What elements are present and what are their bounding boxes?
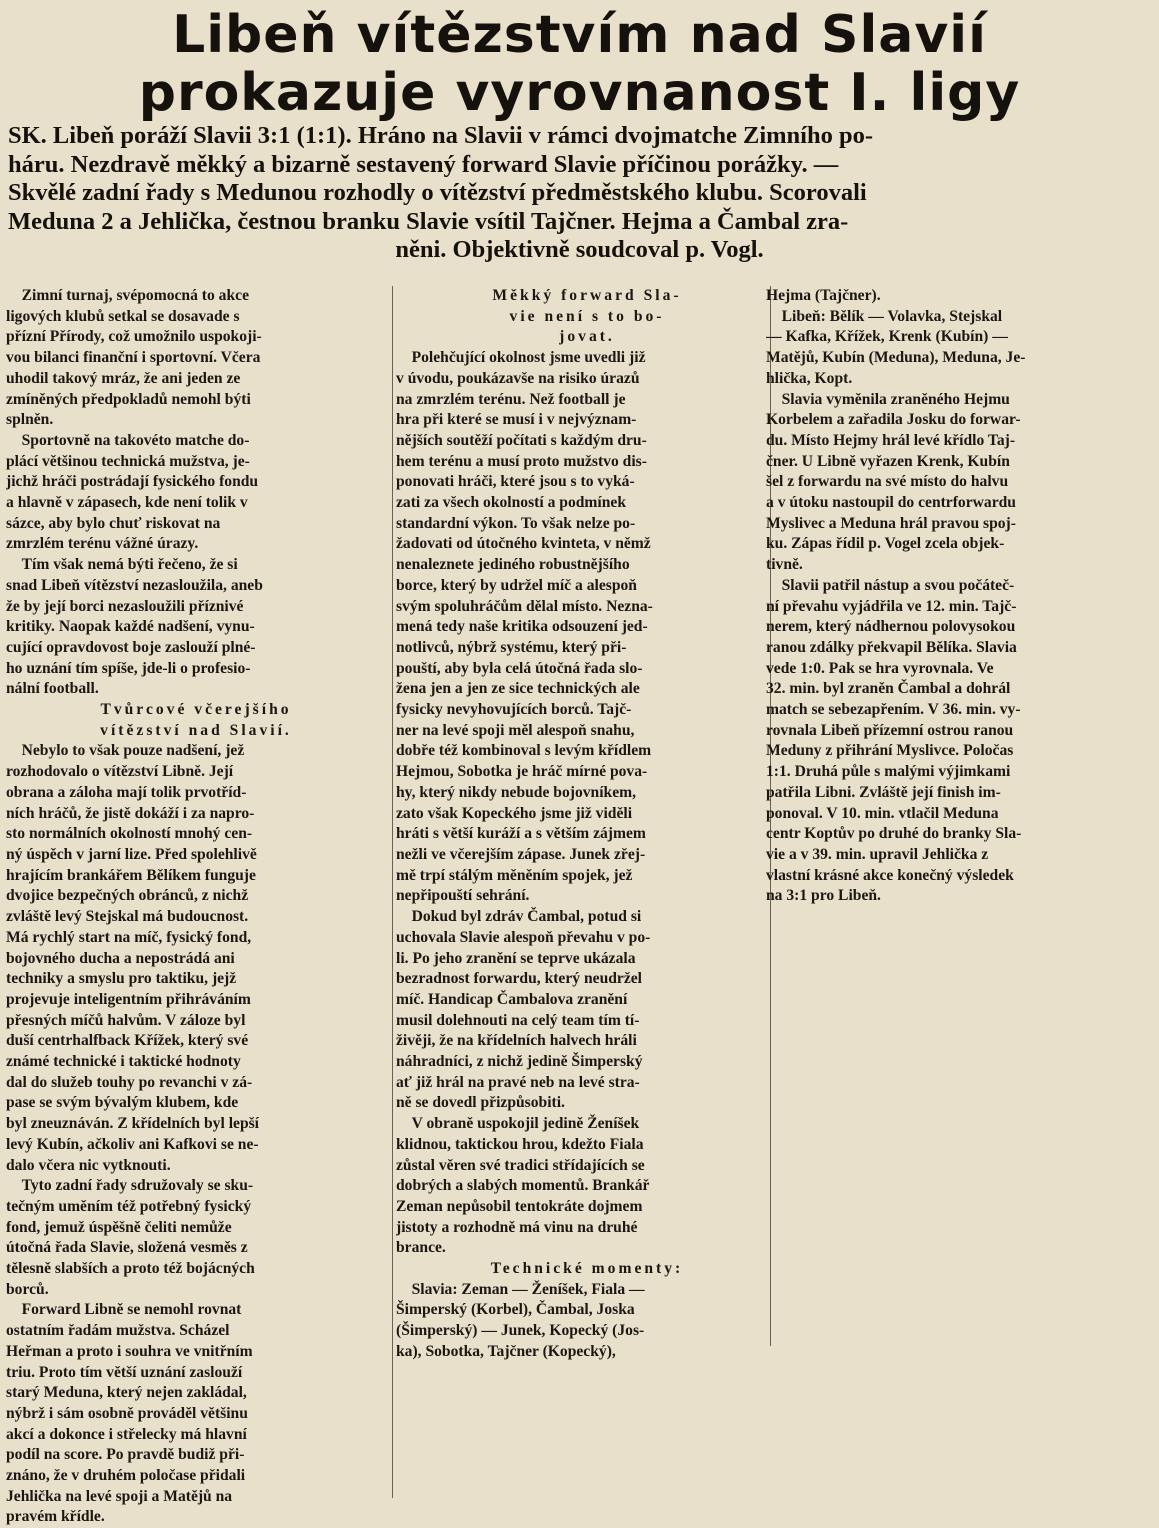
article-text-line: útočná řada Slavie, složená vesměs z bbox=[6, 1239, 248, 1257]
article-text-line: Polehčující okolnost jsme uvedli již bbox=[396, 349, 646, 367]
article-text-line: Zimní turnaj, svépomocná to akce bbox=[6, 287, 249, 304]
article-text-line: hy, který nikdy nebude bojovníkem, bbox=[396, 783, 637, 801]
article-column-2 bbox=[396, 286, 778, 1363]
article-text-line: hlička, Kopt. bbox=[766, 369, 853, 387]
article-text-line: zmíněných předpokladů nemohl býti bbox=[6, 390, 251, 408]
article-text-line: 32. min. byl zraněn Čambal a dohrál bbox=[766, 680, 1011, 698]
article-text-line: starý Meduna, který nejen zakládal, bbox=[6, 1384, 247, 1402]
article-text-line: Hejma (Tajčner). bbox=[766, 287, 881, 304]
article-text-line: míč. Handicap Čambalova zranění bbox=[396, 990, 628, 1008]
article-text-line: V obraně uspokojil jedině Ženíšek bbox=[396, 1115, 640, 1133]
article-text-line: splněn. bbox=[6, 411, 54, 429]
article-text-line: na 3:1 pro Libeň. bbox=[766, 887, 881, 905]
headline-line-1: Libeň vítězstvím nad Slavií bbox=[172, 5, 987, 65]
article-text-line: a v útoku nastoupil do centrforwardu bbox=[766, 494, 1016, 512]
article-text-line: nežli ve včerejším zápase. Junek zřej- bbox=[396, 845, 646, 863]
article-text-line: zůstal věren své tradici střídajících se bbox=[396, 1156, 645, 1174]
article-text-line: Slavii patřil nástup a svou počáteč- bbox=[766, 576, 1015, 594]
article-text-line: Forward Libně se nemohl rovnat bbox=[6, 1301, 242, 1319]
article-text-line: ních hráčů, že jistě dokáží i za napro- bbox=[6, 804, 255, 822]
section-heading-line: jovat. bbox=[559, 328, 615, 346]
article-text-line: pase se svým bývalým klubem, kde bbox=[6, 1094, 239, 1112]
article-column-1 bbox=[6, 286, 386, 1528]
article-text-line: sto normálních okolností mnohý cen- bbox=[6, 825, 253, 843]
article-text-line: Tím však nemá býti řečeno, že si bbox=[6, 556, 238, 574]
article-text-line: borce, který by udržel míč a alespoň bbox=[396, 576, 637, 594]
article-text-line: brance. bbox=[396, 1239, 446, 1257]
article-text-line: patřila Libni. Zvláště její finish im- bbox=[766, 783, 1001, 801]
article-text-line: dalo včera nic vytknouti. bbox=[6, 1156, 171, 1174]
article-text-line: zmrzlém terénu vážné úrazy. bbox=[6, 535, 199, 553]
column-divider bbox=[392, 286, 393, 1498]
article-text-line: ponovati hráči, které jsou s to vyká- bbox=[396, 473, 635, 491]
article-text-line: znáno, že v druhém poločase přidali bbox=[6, 1467, 246, 1485]
article-text-line: přesných míčů halvům. V záloze byl bbox=[6, 1011, 246, 1029]
article-text-line: nějších soutěží počítati s každým dru- bbox=[396, 431, 647, 449]
article-text-line: hra při které se musí i v nejvýznam- bbox=[396, 411, 637, 429]
article-text-line: živěji, že na křídelních halvech hráli bbox=[396, 1032, 637, 1050]
article-text-line: dobře též kombinoval s levým křídlem bbox=[396, 742, 652, 760]
article-text-line: obrana a záloha mají tolik prvotříd- bbox=[6, 783, 247, 801]
article-text-line: Slavia vyměnila zraněného Hejmu bbox=[766, 390, 1010, 408]
article-text-line: ner na levé spoji měl alespoň snahu, bbox=[396, 721, 635, 739]
article-text-line: jichž hráči postrádají fysického fondu bbox=[6, 473, 259, 491]
article-text-line: snad Libeň vítězství nezasloužila, aneb bbox=[6, 576, 263, 594]
article-text-line: — Kafka, Křížek, Krenk (Kubín) — bbox=[766, 328, 1008, 346]
article-text-line: na zmrzlém terénu. Než football je bbox=[396, 390, 626, 408]
article-text-line: fond, jemuž úspěšně čeliti nemůže bbox=[6, 1218, 232, 1236]
article-text-line: šel z forwardu na své místo do halvu bbox=[766, 473, 1009, 491]
subheadline bbox=[8, 122, 1151, 265]
article-text-line: ní převahu vyjádřila ve 12. min. Tajč- bbox=[766, 597, 1017, 615]
article-text-line: 1:1. Druhá půle s malými výjimkami bbox=[766, 763, 1011, 781]
article-text-line: tivně. bbox=[766, 556, 803, 574]
article-text-line: du. Místo Hejmy hrál levé křídlo Taj- bbox=[766, 431, 1016, 449]
article-text-line: musil dolehnouti na celý team tím tí- bbox=[396, 1011, 640, 1029]
article-text-line: standardní výkon. To však nelze po- bbox=[396, 514, 636, 532]
article-text-line: (Šimperský) — Junek, Kopecký (Jos- bbox=[396, 1322, 645, 1340]
article-text-line: nální football. bbox=[6, 680, 99, 698]
section-heading-line: Technické momenty: bbox=[490, 1260, 684, 1278]
article-text-line: uhodil takový mráz, že ani jeden ze bbox=[6, 369, 241, 387]
article-text-line: Zeman nepůsobil tentokráte dojmem bbox=[396, 1197, 643, 1215]
article-text-line: techniky a smyslu pro taktiku, jejž bbox=[6, 970, 237, 988]
article-text-line: ať již hrál na pravé neb na levé stra- bbox=[396, 1073, 640, 1091]
article-text-line: mená tedy naše kritika odsouzení jed- bbox=[396, 618, 648, 636]
article-text-line: Myslivec a Meduna hrál pravou spoj- bbox=[766, 514, 1016, 532]
article-text-line: pouští, aby byla celá útočná řada slo- bbox=[396, 659, 643, 677]
article-text-line: Má rychlý start na míč, fysický fond, bbox=[6, 928, 252, 946]
article-text-line: dvojice bezpečných obránců, z nichž bbox=[6, 887, 249, 905]
article-text-line: žena jen a jen ze sice technických ale bbox=[396, 680, 640, 698]
subhead-line: Meduna 2 a Jehlička, čestnou branku Slavie vsítil Tajčner. Hejma a Čambal zra- bbox=[8, 207, 849, 235]
article-text-line: triu. Proto tím větší uznání zaslouží bbox=[6, 1363, 243, 1381]
article-text-line: pravém křídle. bbox=[6, 1508, 105, 1526]
article-text-line: Hejmou, Sobotka je hráč mírné pova- bbox=[396, 763, 648, 781]
article-text-line: čner. U Libně vyřazen Krenk, Kubín bbox=[766, 452, 1010, 470]
article-text-line: klidnou, taktickou hrou, kdežto Fiala bbox=[396, 1135, 644, 1153]
article-text-line: ku. Zápas řídil p. Vogel zcela objek- bbox=[766, 535, 1005, 553]
article-text-line: nerem, který nádhernou polovysokou bbox=[766, 618, 1016, 636]
article-text-line: vlastní krásné akce konečný výsledek bbox=[766, 866, 1014, 884]
article-text-line: že by její borci nezasloužili příznivé bbox=[6, 597, 244, 615]
article-text-line: přízní Přírody, což umožnilo uspokoji- bbox=[6, 328, 262, 346]
article-text-line: rozhodovalo o vítězství Libně. Její bbox=[6, 763, 234, 781]
article-text-line: jistoty a rozhodně má vinu na druhé bbox=[396, 1218, 638, 1236]
article-text-line: uchovala Slavie alespoň převahu v po- bbox=[396, 928, 651, 946]
subhead-line: SK. Libeň poráží Slavii 3:1 (1:1). Hráno na Slavii v rámci dvojmatche Zimního po- bbox=[8, 122, 874, 149]
article-text-line: známé technické i taktické hodnoty bbox=[6, 1053, 241, 1071]
article-text-line: dal do služeb touhy po revanchi v zá- bbox=[6, 1073, 253, 1091]
article-text-line: li. Po jeho zranění se teprve ukázala bbox=[396, 949, 636, 967]
article-text-line: ponoval. V 10. min. vtlačil Meduna bbox=[766, 804, 999, 822]
article-text-line: borců. bbox=[6, 1280, 49, 1298]
article-column-3 bbox=[766, 286, 1156, 907]
article-text-line: bezradnost forwardu, který neudržel bbox=[396, 970, 643, 988]
subhead-line: háru. Nezdravě měkký a bizarně sestavený forward Slavie příčinou porážky. — bbox=[8, 150, 839, 178]
article-text-line: hrajícím brankářem Bělíkem funguje bbox=[6, 866, 256, 884]
article-text-line: tělesně slabších a proto též bojácných bbox=[6, 1260, 255, 1278]
section-heading-line: Měkký forward Sla- bbox=[492, 287, 682, 304]
headline bbox=[0, 6, 1159, 122]
article-text-line: centr Koptův po druhé do branky Sla- bbox=[766, 825, 1022, 843]
article-text-line: ligových klubů setkal se dosavade s bbox=[6, 307, 240, 325]
article-text-line: plácí většinou technická mužstva, je- bbox=[6, 452, 250, 470]
article-text-line: a hlavně v zápasech, kde není tolik v bbox=[6, 494, 248, 512]
article-text-line: náhradníci, z nichž jedině Šimperský bbox=[396, 1053, 643, 1071]
article-text-line: sázce, aby bylo chuť riskovat na bbox=[6, 514, 221, 532]
article-text-line: Dokud byl zdráv Čambal, potud si bbox=[396, 908, 642, 926]
article-text-line: match se sebezapřením. V 36. min. vy- bbox=[766, 701, 1021, 719]
section-heading-line: vítězství nad Slavií. bbox=[100, 721, 292, 739]
article-text-line: Šimperský (Korbel), Čambal, Joska bbox=[396, 1301, 635, 1319]
article-text-line: vede 1:0. Pak se hra vyrovnala. Ve bbox=[766, 659, 994, 677]
article-text-line: ranou zdálky překvapil Bělíka. Slavia bbox=[766, 638, 1017, 656]
article-text-line: Tyto zadní řady sdružovaly se sku- bbox=[6, 1177, 254, 1195]
article-text-line: fysicky nevyhovujících borců. Tajč- bbox=[396, 701, 632, 719]
article-text-line: Matějů, Kubín (Meduna), Meduna, Je- bbox=[766, 349, 1026, 367]
article-text-line: Korbelem a zařadila Josku do forwar- bbox=[766, 411, 1021, 429]
article-text-line: Meduny z přihrání Myslivce. Poločas bbox=[766, 742, 1014, 760]
article-text-line: ho uznání tím spíše, jde-li o profesio- bbox=[6, 659, 251, 677]
article-text-line: Jehlička na levé spoji a Matějů na bbox=[6, 1487, 233, 1505]
article-text-line: v úvodu, poukázavše na risiko úrazů bbox=[396, 369, 640, 387]
article-text-line: akcí a dokonce i střelecky má hlavní bbox=[6, 1425, 247, 1443]
article-text-line: nenaleznete jediného robustnějšího bbox=[396, 556, 630, 574]
article-text-line: Libeň: Bělík — Volavka, Stejskal bbox=[766, 307, 1003, 325]
article-text-line: notlivců, nýbrž systému, který při- bbox=[396, 638, 627, 656]
headline-line-2: prokazuje vyrovnanost I. ligy bbox=[138, 63, 1021, 123]
article-text-line: duší centrhalfback Křížek, který své bbox=[6, 1032, 249, 1050]
article-text-line: byl zneuznáván. Z křídelních byl lepší bbox=[6, 1115, 260, 1133]
subhead-line: Skvělé zadní řady s Medunou rozhodly o vítězství předměstského klubu. Scorovali bbox=[8, 179, 867, 207]
article-text-line: mě trpí stálým měněním spojek, jež bbox=[396, 866, 633, 884]
article-text-line: projevuje inteligentním přihráváním bbox=[6, 990, 251, 1008]
article-text-line: ný úspěch v jarní lize. Před spolehlivě bbox=[6, 845, 257, 863]
article-text-line: vie a v 39. min. upravil Jehlička z bbox=[766, 845, 989, 863]
article-text-line: žadovati od útočného kvinteta, v němž bbox=[396, 535, 651, 553]
article-text-line: svým spoluhráčům dělal místo. Nezna- bbox=[396, 597, 653, 615]
article-text-line: zati za všech okolností a podmínek bbox=[396, 494, 627, 512]
article-text-line: ka), Sobotka, Tajčner (Kopecký), bbox=[396, 1342, 616, 1360]
article-text-line: podíl na score. Po pravdě budiž při- bbox=[6, 1446, 245, 1464]
article-text-line: tečným uměním též potřebný fysický bbox=[6, 1197, 252, 1215]
article-text-line: Nebylo to však pouze nadšení, jež bbox=[6, 742, 245, 760]
article-text-line: bojovného ducha a nepostrádá ani bbox=[6, 949, 235, 967]
article-text-line: Slavia: Zeman — Ženíšek, Fiala — bbox=[396, 1280, 645, 1298]
article-text-line: hráti s větší kuráží a s větším zájmem bbox=[396, 825, 646, 843]
article-text-line: cující opravdovost boje zaslouží plné- bbox=[6, 638, 256, 656]
article-text-line: levý Kubín, ačkoliv ani Kafkovi se ne- bbox=[6, 1135, 259, 1153]
section-heading-line: vie není s to bo- bbox=[509, 307, 665, 325]
article-text-line: nepřipouští sehrání. bbox=[396, 887, 530, 905]
article-text-line: rovnala Libeň přízemní ostrou ranou bbox=[766, 721, 1014, 739]
article-text-line: dobrých a slabých momentů. Brankář bbox=[396, 1177, 650, 1195]
article-text-line: ně se dovedl přizpůsobiti. bbox=[396, 1094, 565, 1112]
article-text-line: Heřman a proto i souhra ve vnitřním bbox=[6, 1342, 253, 1360]
article-text-line: hem terénu a musí proto mužstvo dis- bbox=[396, 452, 647, 470]
article-text-line: kritiky. Naopak každé nadšení, vynu- bbox=[6, 618, 255, 636]
subhead-line: něni. Objektivně soudcoval p. Vogl. bbox=[395, 236, 764, 264]
section-heading-line: Tvůrcové včerejšího bbox=[100, 701, 292, 719]
article-text-line: vou bilanci finanční i sportovní. Včera bbox=[6, 349, 261, 367]
article-text-line: zato však Kopeckého jsme již viděli bbox=[396, 804, 633, 822]
article-text-line: Sportovně na takovéto matche do- bbox=[6, 431, 250, 449]
article-text-line: nýbrž i sám osobně prováděl většinu bbox=[6, 1404, 248, 1422]
article-text-line: zvláště levý Stejskal má budoucnost. bbox=[6, 908, 249, 926]
article-text-line: ostatním řadám mužstva. Scházel bbox=[6, 1322, 230, 1340]
